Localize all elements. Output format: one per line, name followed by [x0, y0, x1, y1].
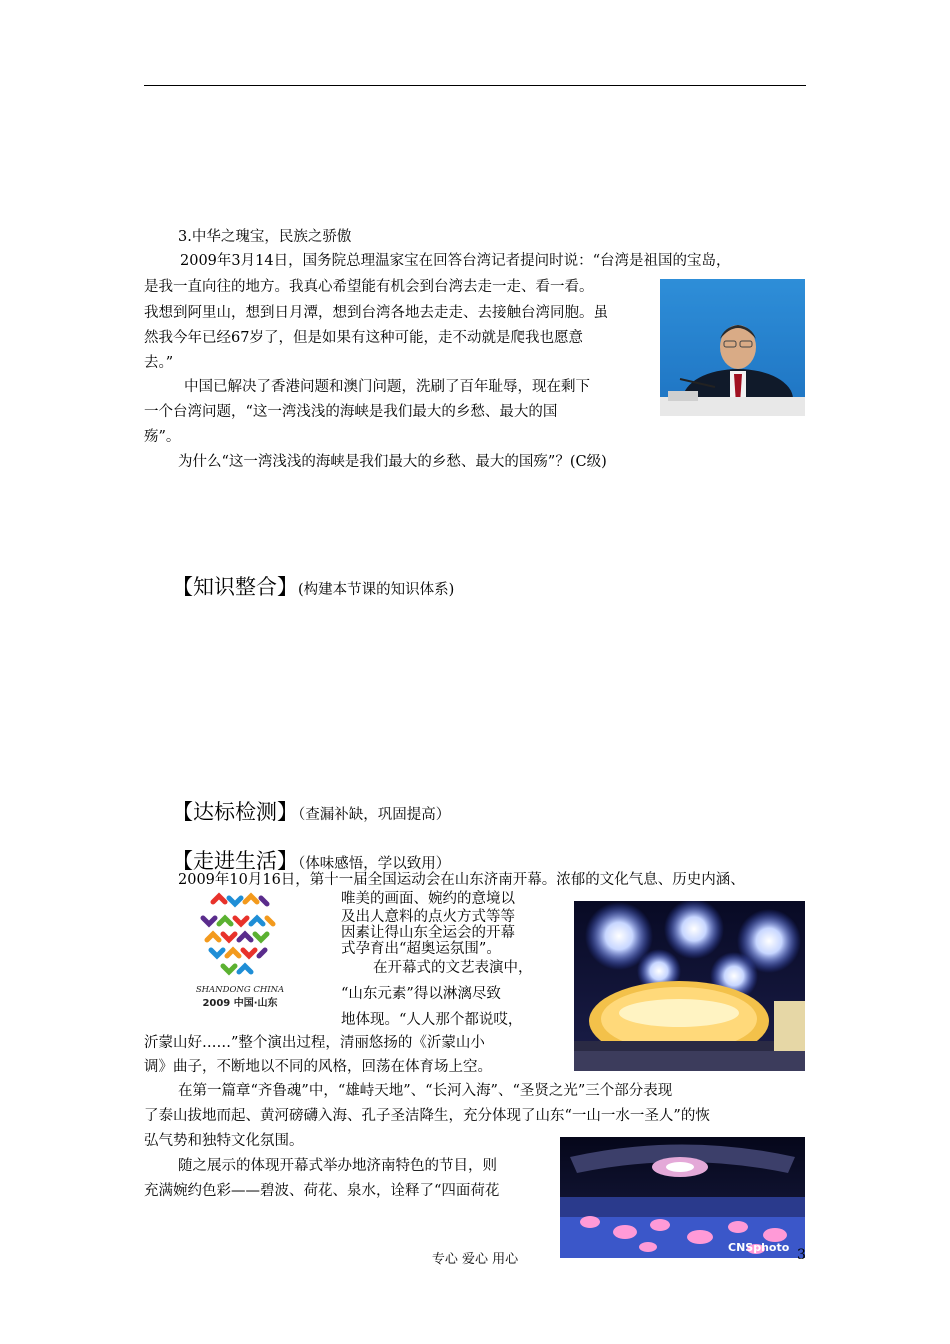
- footer-text: 专心 爱心 用心: [431, 1252, 519, 1267]
- paragraph-line: 沂蒙山好……”整个演出过程，清丽悠扬的《沂蒙山小: [144, 1035, 485, 1051]
- paragraph-line: 及出人意料的点火方式等等: [341, 909, 515, 925]
- test-note: （查漏补缺，巩固提高）: [298, 807, 451, 823]
- paragraph-line: 充满婉约色彩——碧波、荷花、泉水，诠释了“四面荷花: [144, 1183, 500, 1199]
- knowledge-note: (构建本节课的知识体系): [298, 582, 455, 598]
- paragraph-line: 殇”。: [144, 429, 181, 445]
- life-note: （体味感悟，学以致用）: [298, 856, 451, 872]
- logo-year: 2009 中国·山东: [202, 998, 278, 1009]
- paragraph-line: 地体现。“人人那个都说哎，: [341, 1012, 523, 1028]
- stadium-lotus-photo: [560, 1137, 805, 1258]
- paragraph-line: 一个台湾问题，“这一湾浅浅的海峡是我们最大的乡愁、最大的国: [144, 404, 558, 420]
- knowledge-heading: [172, 571, 454, 601]
- question-line: 为什么“这一湾浅浅的海峡是我们最大的乡愁、最大的国殇”？(C级): [178, 454, 607, 470]
- paragraph-line: 在开幕式的文艺表演中，: [373, 960, 533, 976]
- paragraph-line: 弘气势和独特文化氛围。: [144, 1133, 304, 1149]
- paragraph-line: 我想到阿里山，想到日月潭，想到台湾各地去走走、去接触台湾同胞。虽: [144, 305, 608, 321]
- photo-watermark: CNSphoto: [728, 1241, 790, 1254]
- test-heading: [172, 796, 450, 826]
- paragraph-line: 2009年3月14日，国务院总理温家宝在回答台湾记者提问时说：“台湾是祖国的宝岛，: [180, 253, 731, 269]
- paragraph-line: 随之展示的体现开幕式举办地济南特色的节目，则: [178, 1158, 497, 1174]
- press-conference-photo: [660, 279, 805, 416]
- paragraph-line: 是我一直向往的地方。我真心希望能有机会到台湾去走一走、看一看。: [144, 279, 594, 295]
- paragraph-line: 在第一篇章“齐鲁魂”中，“雄峙天地”、“长河入海”、“圣贤之光”三个部分表现: [178, 1083, 673, 1099]
- paragraph-line: 调》曲子，不断地以不同的风格，回荡在体育场上空。: [144, 1059, 492, 1075]
- page-number: 3: [797, 1247, 806, 1263]
- paragraph-line: 2009年10月16日，第十一届全国运动会在山东济南开幕。浓郁的文化气息、历史内涵、: [178, 872, 745, 888]
- life-title: 【走进生活】: [172, 849, 298, 873]
- section-title: 3.中华之瑰宝，民族之骄傲: [178, 229, 352, 245]
- paragraph-line: “山东元素”得以淋漓尽致: [341, 986, 501, 1002]
- fireworks-stadium-photo: [574, 901, 805, 1071]
- header-rule: [144, 85, 806, 86]
- paragraph-line: 中国已解决了香港问题和澳门问题，洗刷了百年耻辱，现在剩下: [184, 379, 590, 395]
- paragraph-line: 了泰山拔地而起、黄河磅礴入海、孔子圣洁降生，充分体现了山东“一山一水一圣人”的恢: [144, 1108, 710, 1124]
- national-games-logo: [193, 890, 287, 1014]
- paragraph-line: 唯美的画面、婉约的意境以: [341, 891, 515, 907]
- knowledge-title: 【知识整合】: [172, 575, 298, 599]
- paragraph-line: 式孕育出“超奥运氛围”。: [341, 941, 501, 957]
- paragraph-line: 去。”: [144, 355, 174, 371]
- logo-text: SHANDONG CHINA: [195, 985, 285, 995]
- paragraph-line: 然我今年已经67岁了，但是如果有这种可能，走不动就是爬我也愿意: [144, 330, 583, 346]
- paragraph-line: 因素让得山东全运会的开幕: [341, 925, 515, 941]
- test-title: 【达标检测】: [172, 800, 298, 824]
